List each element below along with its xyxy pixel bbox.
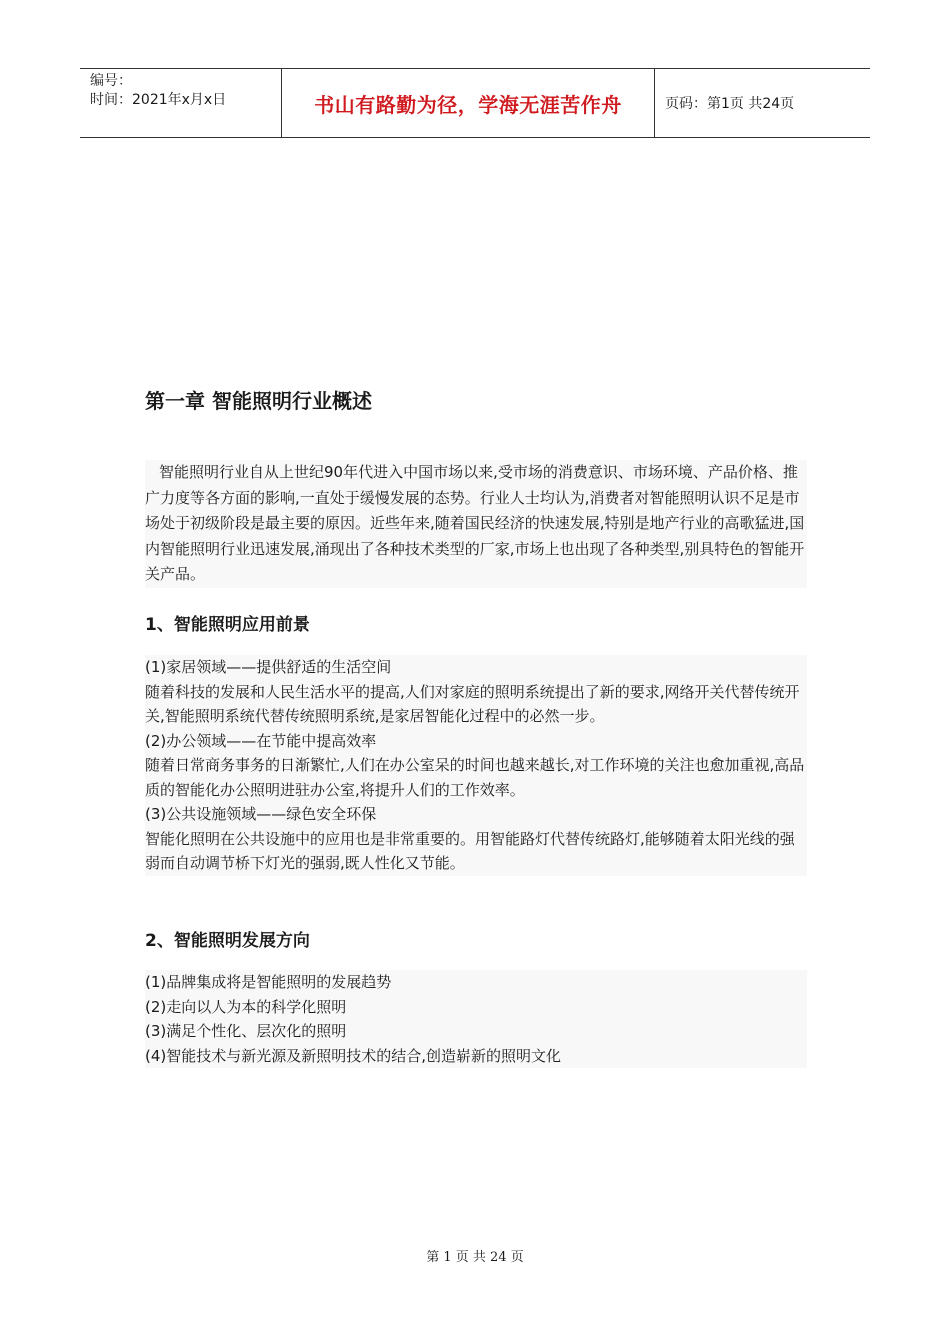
section-1-title: 1、智能照明应用前景 bbox=[145, 615, 310, 635]
section-1-item-3-body: 智能化照明在公共设施中的应用也是非常重要的。用智能路灯代替传统路灯,能够随着太阳光线的强弱而自动调节桥下灯光的强弱,既人性化又节能。 bbox=[145, 829, 795, 872]
section-1-item-2-heading: (2)办公领域——在节能中提高效率 bbox=[145, 731, 377, 750]
date-line: 时间：2021年x月x日 bbox=[90, 92, 227, 108]
section-2-item: (3)满足个性化、层次化的照明 bbox=[145, 1022, 347, 1040]
section-1-item-3-heading: (3)公共设施领域——绿色安全环保 bbox=[145, 805, 377, 823]
section-2-item: (1)品牌集成将是智能照明的发展趋势 bbox=[145, 973, 392, 991]
section-1-item-2-body: 随着日常商务事务的日渐繁忙,人们在办公室呆的时间也越来越长,对工作环境的关注也愈加重视,高品质的智能化办公照明进驻办公室,将提升人们的工作效率。 bbox=[145, 756, 805, 799]
section-2-item: (2)走向以人为本的科学化照明 bbox=[145, 997, 347, 1016]
page-footer: 第 1 页 共 24 页 bbox=[426, 1250, 524, 1265]
section-1-list bbox=[145, 655, 807, 876]
chapter-title: 第一章 智能照明行业概述 bbox=[145, 389, 372, 413]
motto: 书山有路勤为径，学海无涯苦作舟 bbox=[314, 92, 622, 117]
section-1-item-1-heading: (1)家居领域——提供舒适的生活空间 bbox=[145, 658, 392, 676]
number-label: 编号： bbox=[90, 73, 132, 89]
intro-paragraph: 智能照明行业自从上世纪90年代进入中国市场以来,受市场的消费意识、市场环境、产品价格、推广力度等各方面的影响,一直处于缓慢发展的态势。行业人士均认为,消费者对智能照明认识不足是市场处于初级阶段是最主要的原因。近些年来,随着国民经济的快速发展,特别是地产行业的高歌猛进,国内智能照明行业迅速发展,涌现出了各种技术类型的厂家,市场上也出现了各种类型,别具特色的智能开关产品。 bbox=[145, 460, 807, 588]
header-meta bbox=[80, 69, 282, 137]
page-header bbox=[80, 68, 870, 138]
section-2-list bbox=[145, 970, 807, 1068]
section-2-title: 2、智能照明发展方向 bbox=[145, 931, 310, 951]
header-motto-cell bbox=[282, 69, 655, 137]
header-page-info: 页码：第1页 共24页 bbox=[665, 96, 795, 112]
section-2-item: (4)智能技术与新光源及新照明技术的结合,创造崭新的照明文化 bbox=[145, 1046, 562, 1065]
section-1-item-1-body: 随着科技的发展和人民生活水平的提高,人们对家庭的照明系统提出了新的要求,网络开关代替传统开关,智能照明系统代替传统照明系统,是家居智能化过程中的必然一步。 bbox=[145, 682, 800, 725]
